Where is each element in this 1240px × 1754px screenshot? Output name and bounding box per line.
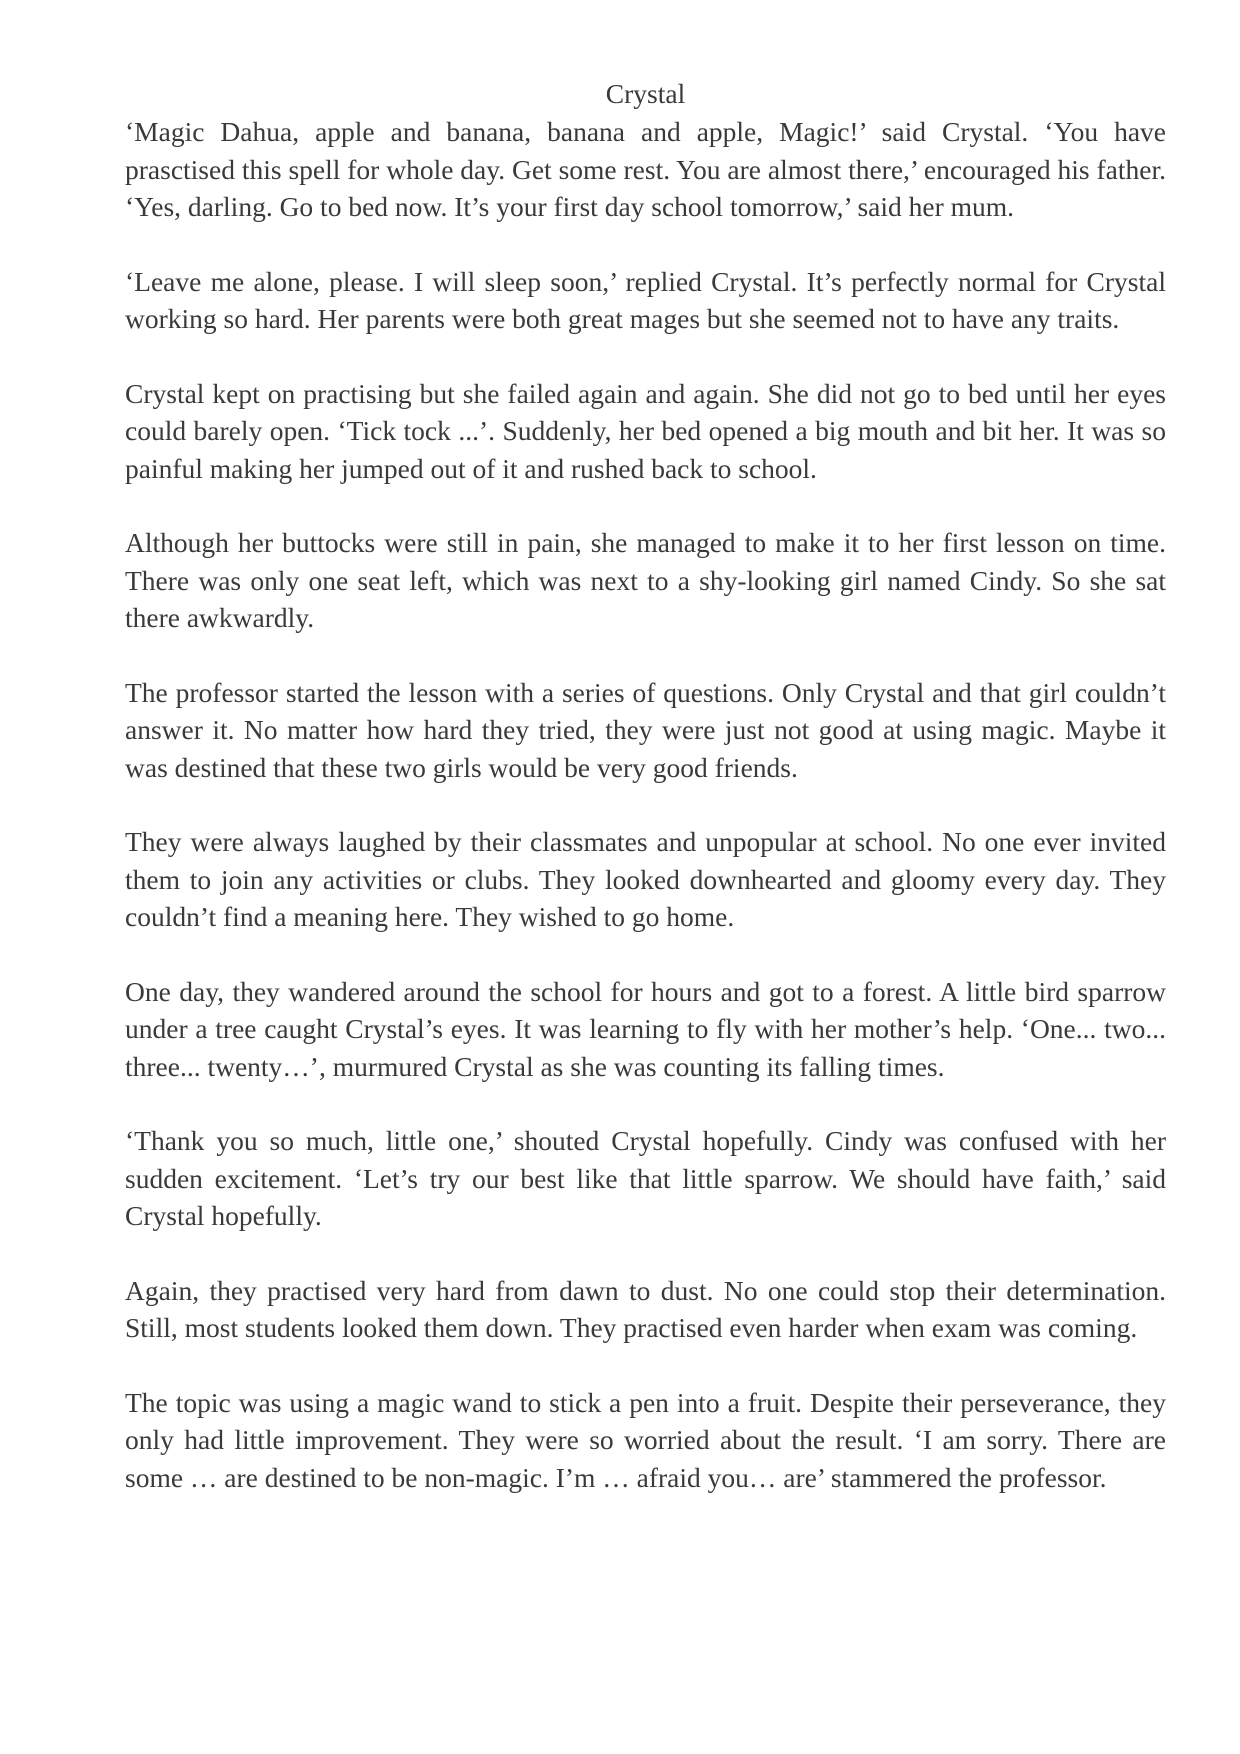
paragraph: The topic was using a magic wand to stick a pen into a fruit. Despite their perseverance, they only had little improvement. They were so worried about the result. ‘I am sorry. There are some … are destined to be non-magic. I’m … afraid you… are’ stammered the professor.	[125, 1386, 1166, 1493]
paragraph: One day, they wandered around the school for hours and got to a forest. A little bird sparrow under a tree caught Crystal’s eyes. It was learning to fly with her mother’s help. ‘One... two... three... twenty…’, murmured Crystal as she was counting its falling times.	[125, 975, 1166, 1082]
paragraph: They were always laughed by their classmates and unpopular at school. No one ever invited them to join any activities or clubs. They looked downhearted and gloomy every day. They couldn’t find a meaning here. They wished to go home.	[125, 826, 1166, 932]
paragraph: ‘Thank you so much, little one,’ shouted Crystal hopefully. Cindy was confused with her sudden excitement. ‘Let’s try our best like that little sparrow. We should have faith,’ said Crystal hopefully.	[125, 1125, 1166, 1231]
paragraph: Crystal kept on practising but she failed again and again. She did not go to bed until her eyes could barely open. ‘Tick tock ...’. Suddenly, her bed opened a big mouth and bit her. It was so painful making her jumped out of it and rushed back to school.	[125, 377, 1166, 484]
paragraph: ‘Leave me alone, please. I will sleep soon,’ replied Crystal. It’s perfectly normal for Crystal working so hard. Her parents were both great mages but she seemed not to have any traits.	[125, 265, 1166, 334]
paragraph: The professor started the lesson with a series of questions. Only Crystal and that girl couldn’t answer it. No matter how hard they tried, they were just not good at using magic. Maybe it was destined that these two girls would be very good friends.	[125, 676, 1166, 783]
paragraph: Although her buttocks were still in pain, she managed to make it to her first lesson on time. There was only one seat left, which was next to a shy-looking girl named Cindy. So she sat there awkwardly.	[125, 527, 1166, 633]
document-title: Crystal	[605, 78, 686, 109]
paragraph: Again, they practised very hard from dawn to dust. No one could stop their determination. Still, most students looked them down. They practised even harder when exam was coming.	[125, 1274, 1166, 1343]
paragraph: ‘Magic Dahua, apple and banana, banana and apple, Magic!’ said Crystal. ‘You have prasctised this spell for whole day. Get some rest. You are almost there,’ encouraged his father. ‘Yes, darling. Go to bed now. It’s your first day school tomorrow,’ said her mum.	[125, 116, 1166, 222]
